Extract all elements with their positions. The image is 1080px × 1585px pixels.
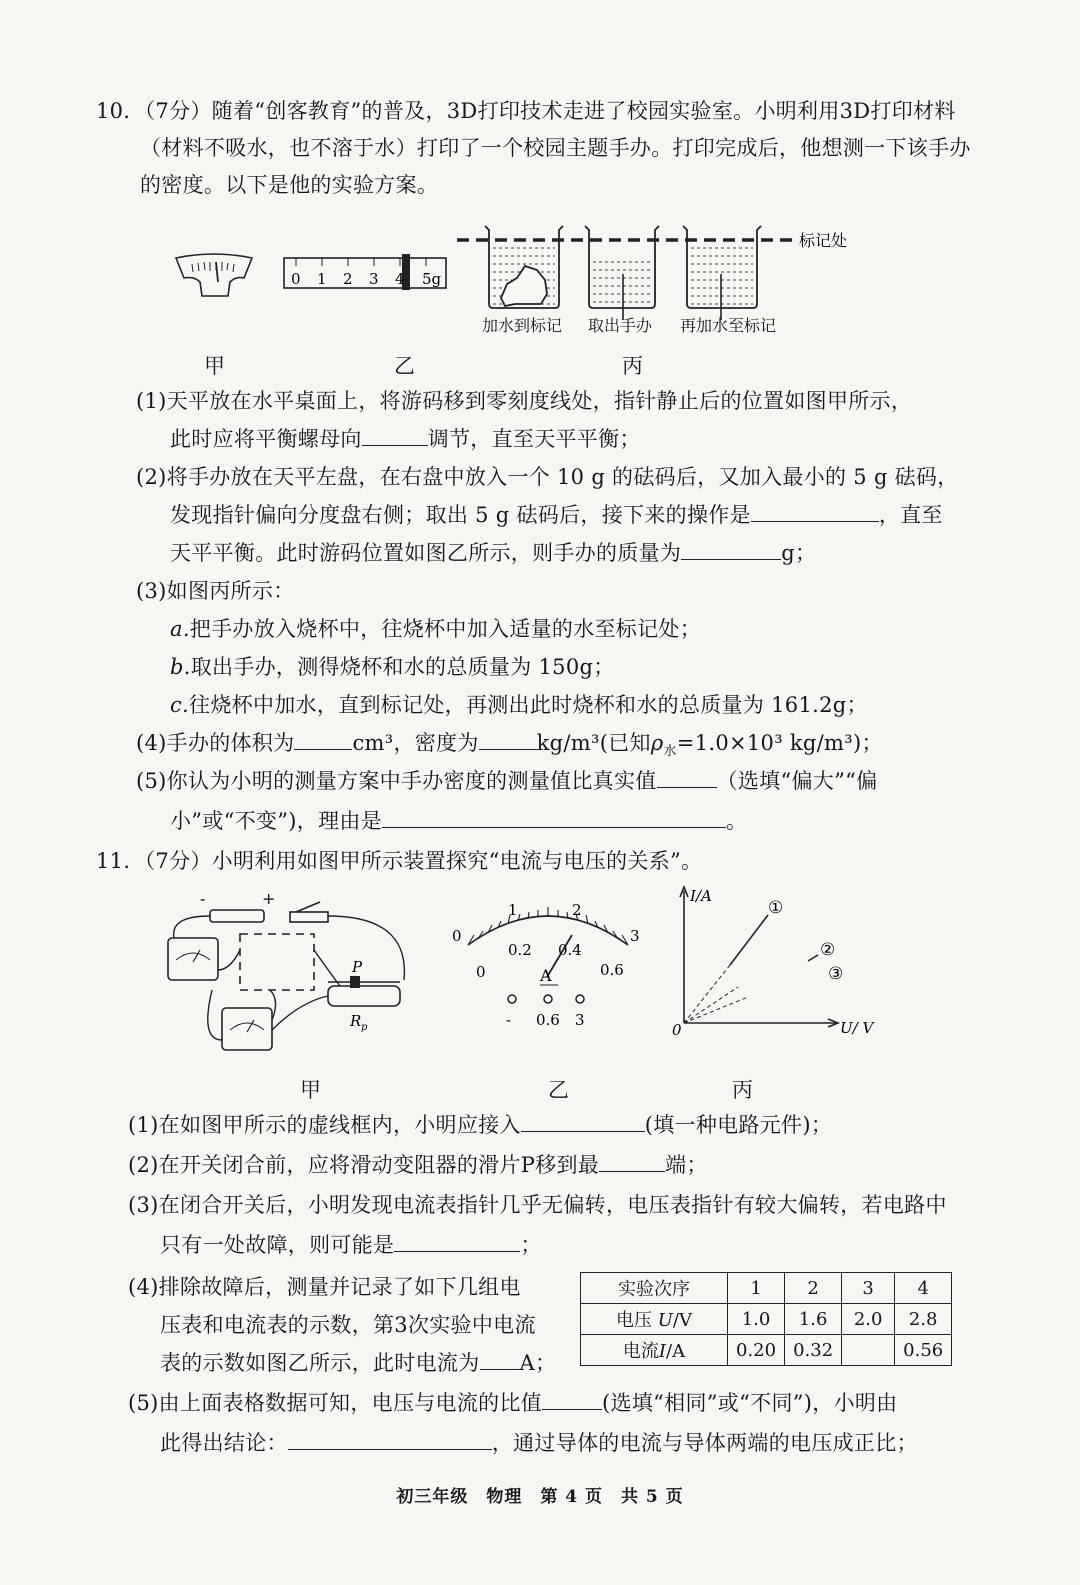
q11-p4-line-3: 表的示数如图乙所示，此时电流为 A；: [160, 1351, 557, 1375]
q11-p5-condition-blank[interactable]: [288, 1429, 492, 1450]
q11-p5-line-2: 此得出结论： ，通过导体的电流与导体两端的电压成正比；: [160, 1431, 918, 1455]
beakers-figure: [455, 220, 875, 320]
q10-p4-line: (4)手办的体积为 cm³，密度为 kg/m³(已知$\rho_水=1.0\times 10^3$ kg/m³)；: [136, 731, 883, 760]
table-cell: 1.0: [728, 1304, 785, 1335]
ammeter-dial-figure: [448, 895, 648, 1030]
ruler-tick-5: 5g: [422, 270, 442, 288]
q10-p5-compare-blank[interactable]: [657, 767, 717, 788]
q10-p2-line-1: (2)将手办放在天平左盘，在右盘中放入一个 10 g 的砝码后，又加入最小的 5 g 砝码，: [136, 465, 959, 489]
q10-fig-label-bing: 丙: [622, 354, 643, 378]
circuit-figure: [160, 890, 420, 1060]
balance-scale-dial-figure: [170, 252, 260, 302]
q10-p5-reason-blank[interactable]: [382, 807, 726, 828]
ruler-tick-2: 2: [343, 270, 353, 288]
q10-fig-label-jia: 甲: [204, 354, 225, 378]
q10-p2-line-3: 天平平衡。此时游码位置如图乙所示，则手办的质量为 g；: [170, 541, 817, 565]
table-header-cell: 4: [895, 1273, 952, 1304]
beaker-caption-2: 取出手办: [588, 316, 653, 335]
table-row-header: [581, 1273, 952, 1304]
ruler-tick-3: 3: [369, 270, 379, 288]
q11-p4-current-blank[interactable]: [480, 1349, 520, 1370]
q10-p3-step-c: c.往烧杯中加水，直到标记处，再测出此时烧杯和水的总质量为 161.2g；: [170, 693, 868, 717]
rheostat-label-sub: p: [361, 1022, 368, 1033]
q11-p4-line-2: 压表和电流表的示数，第3次实验中电流: [160, 1313, 536, 1337]
q11-p3-fault-blank[interactable]: [394, 1231, 520, 1252]
table-row-label: 电压 U/V: [581, 1304, 728, 1335]
table-row-current: [581, 1335, 952, 1366]
switch-icon: [290, 912, 328, 922]
table-header-cell: 实验次序: [581, 1273, 728, 1304]
q10-p1-line-2: 此时应将平衡螺母向 调节，直至天平平衡；: [170, 427, 641, 451]
upper-scale-3: 3: [630, 927, 640, 945]
q10-p1-answer-blank[interactable]: [362, 425, 428, 446]
page-footer: 初三年级 物理 第 4 页 共 5 页: [396, 1487, 684, 1507]
q10-stem-line-2: （材料不吸水，也不溶于水）打印了一个校园主题手办。打印完成后，他想测一下该手办: [140, 136, 971, 160]
ruler-tick-0: 0: [291, 270, 301, 288]
ammeter-icon: [222, 1008, 272, 1050]
ruler-tick-1: 1: [317, 270, 327, 288]
q11-p1-element-blank[interactable]: [521, 1111, 645, 1132]
rheostat-icon: [328, 986, 400, 1006]
q11-p2-end-blank[interactable]: [599, 1151, 665, 1172]
graph-origin: 0: [672, 1021, 682, 1039]
iu-graph-figure: [668, 885, 888, 1039]
lower-scale-0.6: 0.6: [600, 961, 624, 979]
q11-p5-ratio-blank[interactable]: [542, 1389, 602, 1410]
data-table: [580, 1272, 952, 1366]
q10-p2-mass-blank[interactable]: [681, 539, 781, 560]
terminal-minus: -: [506, 1011, 512, 1029]
beaker-caption-3: 再加水至标记: [680, 316, 777, 335]
ruler-tick-4: 4: [395, 270, 405, 288]
q10-stem-line-3: 的密度。以下是他的实验方案。: [140, 173, 439, 197]
table-cell: 1.6: [785, 1304, 842, 1335]
q10-p5-line-1: (5)你认为小明的测量方案中手办密度的测量值比真实值 （选填“偏大”“偏: [136, 769, 878, 793]
upper-scale-2: 2: [572, 901, 582, 919]
graph-xlabel: U/ V: [840, 1019, 874, 1037]
lower-scale-0.4: 0.4: [558, 941, 582, 959]
q11-p3-line-1: (3)在闭合开关后，小明发现电流表指针几乎无偏转，电压表指针有较大偏转，若电路中: [128, 1193, 947, 1217]
table-cell: 2.8: [895, 1304, 952, 1335]
graph-line-label-3: ③: [828, 964, 844, 984]
q11-p5-line-1: (5)由上面表格数据可知，电压与电流的比值 (选填“相同”或“不同”)，小明由: [128, 1391, 898, 1415]
q10-fig-label-yi: 乙: [394, 354, 415, 378]
q11-fig-label-yi: 乙: [548, 1078, 569, 1102]
graph-line-1: [730, 915, 768, 965]
battery-icon: [210, 910, 264, 922]
table-cell: 0.20: [728, 1335, 785, 1366]
table-row-voltage: [581, 1304, 952, 1335]
q10-stem-line-1: 10．（7分）随着“创客教育”的普及，3D打印技术走进了校园实验室。小明利用3D打印材料: [96, 99, 956, 123]
dashed-box: [240, 934, 314, 990]
lower-scale-0.2: 0.2: [508, 941, 532, 959]
rider-ruler-figure: [282, 254, 452, 294]
table-cell: 0.32: [785, 1335, 842, 1366]
table-header-cell: 3: [842, 1273, 895, 1304]
terminal-0.6: 0.6: [536, 1011, 560, 1029]
table-cell-empty: [842, 1335, 895, 1366]
battery-plus-sign: +: [262, 889, 276, 908]
q10-p2-operation-blank[interactable]: [751, 501, 879, 522]
q11-p1-line: (1)在如图甲所示的虚线框内，小明应接入 (填一种电路元件)；: [128, 1113, 833, 1137]
voltmeter-icon: [168, 938, 218, 980]
graph-line-2: [808, 955, 818, 961]
upper-scale-1: 1: [508, 901, 518, 919]
terminal-3: 3: [575, 1011, 585, 1029]
graph-ylabel: I/A: [690, 887, 712, 905]
q11-p3-line-2: 只有一处故障，则可能是 ；: [160, 1233, 542, 1257]
slider-label-p: P: [352, 958, 363, 976]
graph-line-label-1: ①: [768, 898, 784, 918]
rheostat-label-r: R: [350, 1012, 362, 1030]
q11-stem: 11．（7分）小明利用如图甲所示装置探究“电流与电压的关系”。: [96, 849, 703, 873]
q10-p2-line-2: 发现指针偏向分度盘右侧；取出 5 g 砝码后，接下来的操作是 ，直至: [170, 503, 943, 527]
q10-p3-step-b: b.取出手办，测得烧杯和水的总质量为 150g；: [170, 655, 615, 679]
q10-p4-volume-blank[interactable]: [294, 729, 352, 750]
q10-p5-line-2: 小”或“不变”)，理由是 。: [170, 809, 748, 833]
table-header-cell: 1: [728, 1273, 785, 1304]
table-row-label: 电流I/A: [581, 1335, 728, 1366]
beaker-caption-1: 加水到标记: [482, 316, 563, 335]
upper-scale-0: 0: [452, 927, 462, 945]
q11-p4-line-1: (4)排除故障后，测量并记录了如下几组电: [128, 1275, 521, 1299]
table-cell: 0.56: [895, 1335, 952, 1366]
q11-p2-line: (2)在开关闭合前，应将滑动变阻器的滑片P移到最 端；: [128, 1153, 708, 1177]
lower-scale-0: 0: [476, 963, 486, 981]
q11-fig-label-jia: 甲: [300, 1078, 321, 1102]
table-cell: 2.0: [842, 1304, 895, 1335]
ammeter-unit: A: [540, 966, 552, 985]
mark-label: 标记处: [799, 231, 848, 250]
q10-p1-line-1: (1)天平放在水平桌面上，将游码移到零刻度线处，指针静止后的位置如图甲所示，: [136, 389, 913, 413]
q10-p4-density-blank[interactable]: [479, 729, 537, 750]
table-header-cell: 2: [785, 1273, 842, 1304]
battery-minus-sign: -: [200, 889, 206, 908]
graph-line-label-2: ②: [820, 940, 836, 960]
q10-p3-title: (3)如图丙所示：: [136, 579, 295, 603]
q10-p3-step-a: a.把手办放入烧杯中，往烧杯中加入适量的水至标记处；: [170, 617, 701, 641]
q11-fig-label-bing: 丙: [732, 1078, 753, 1102]
